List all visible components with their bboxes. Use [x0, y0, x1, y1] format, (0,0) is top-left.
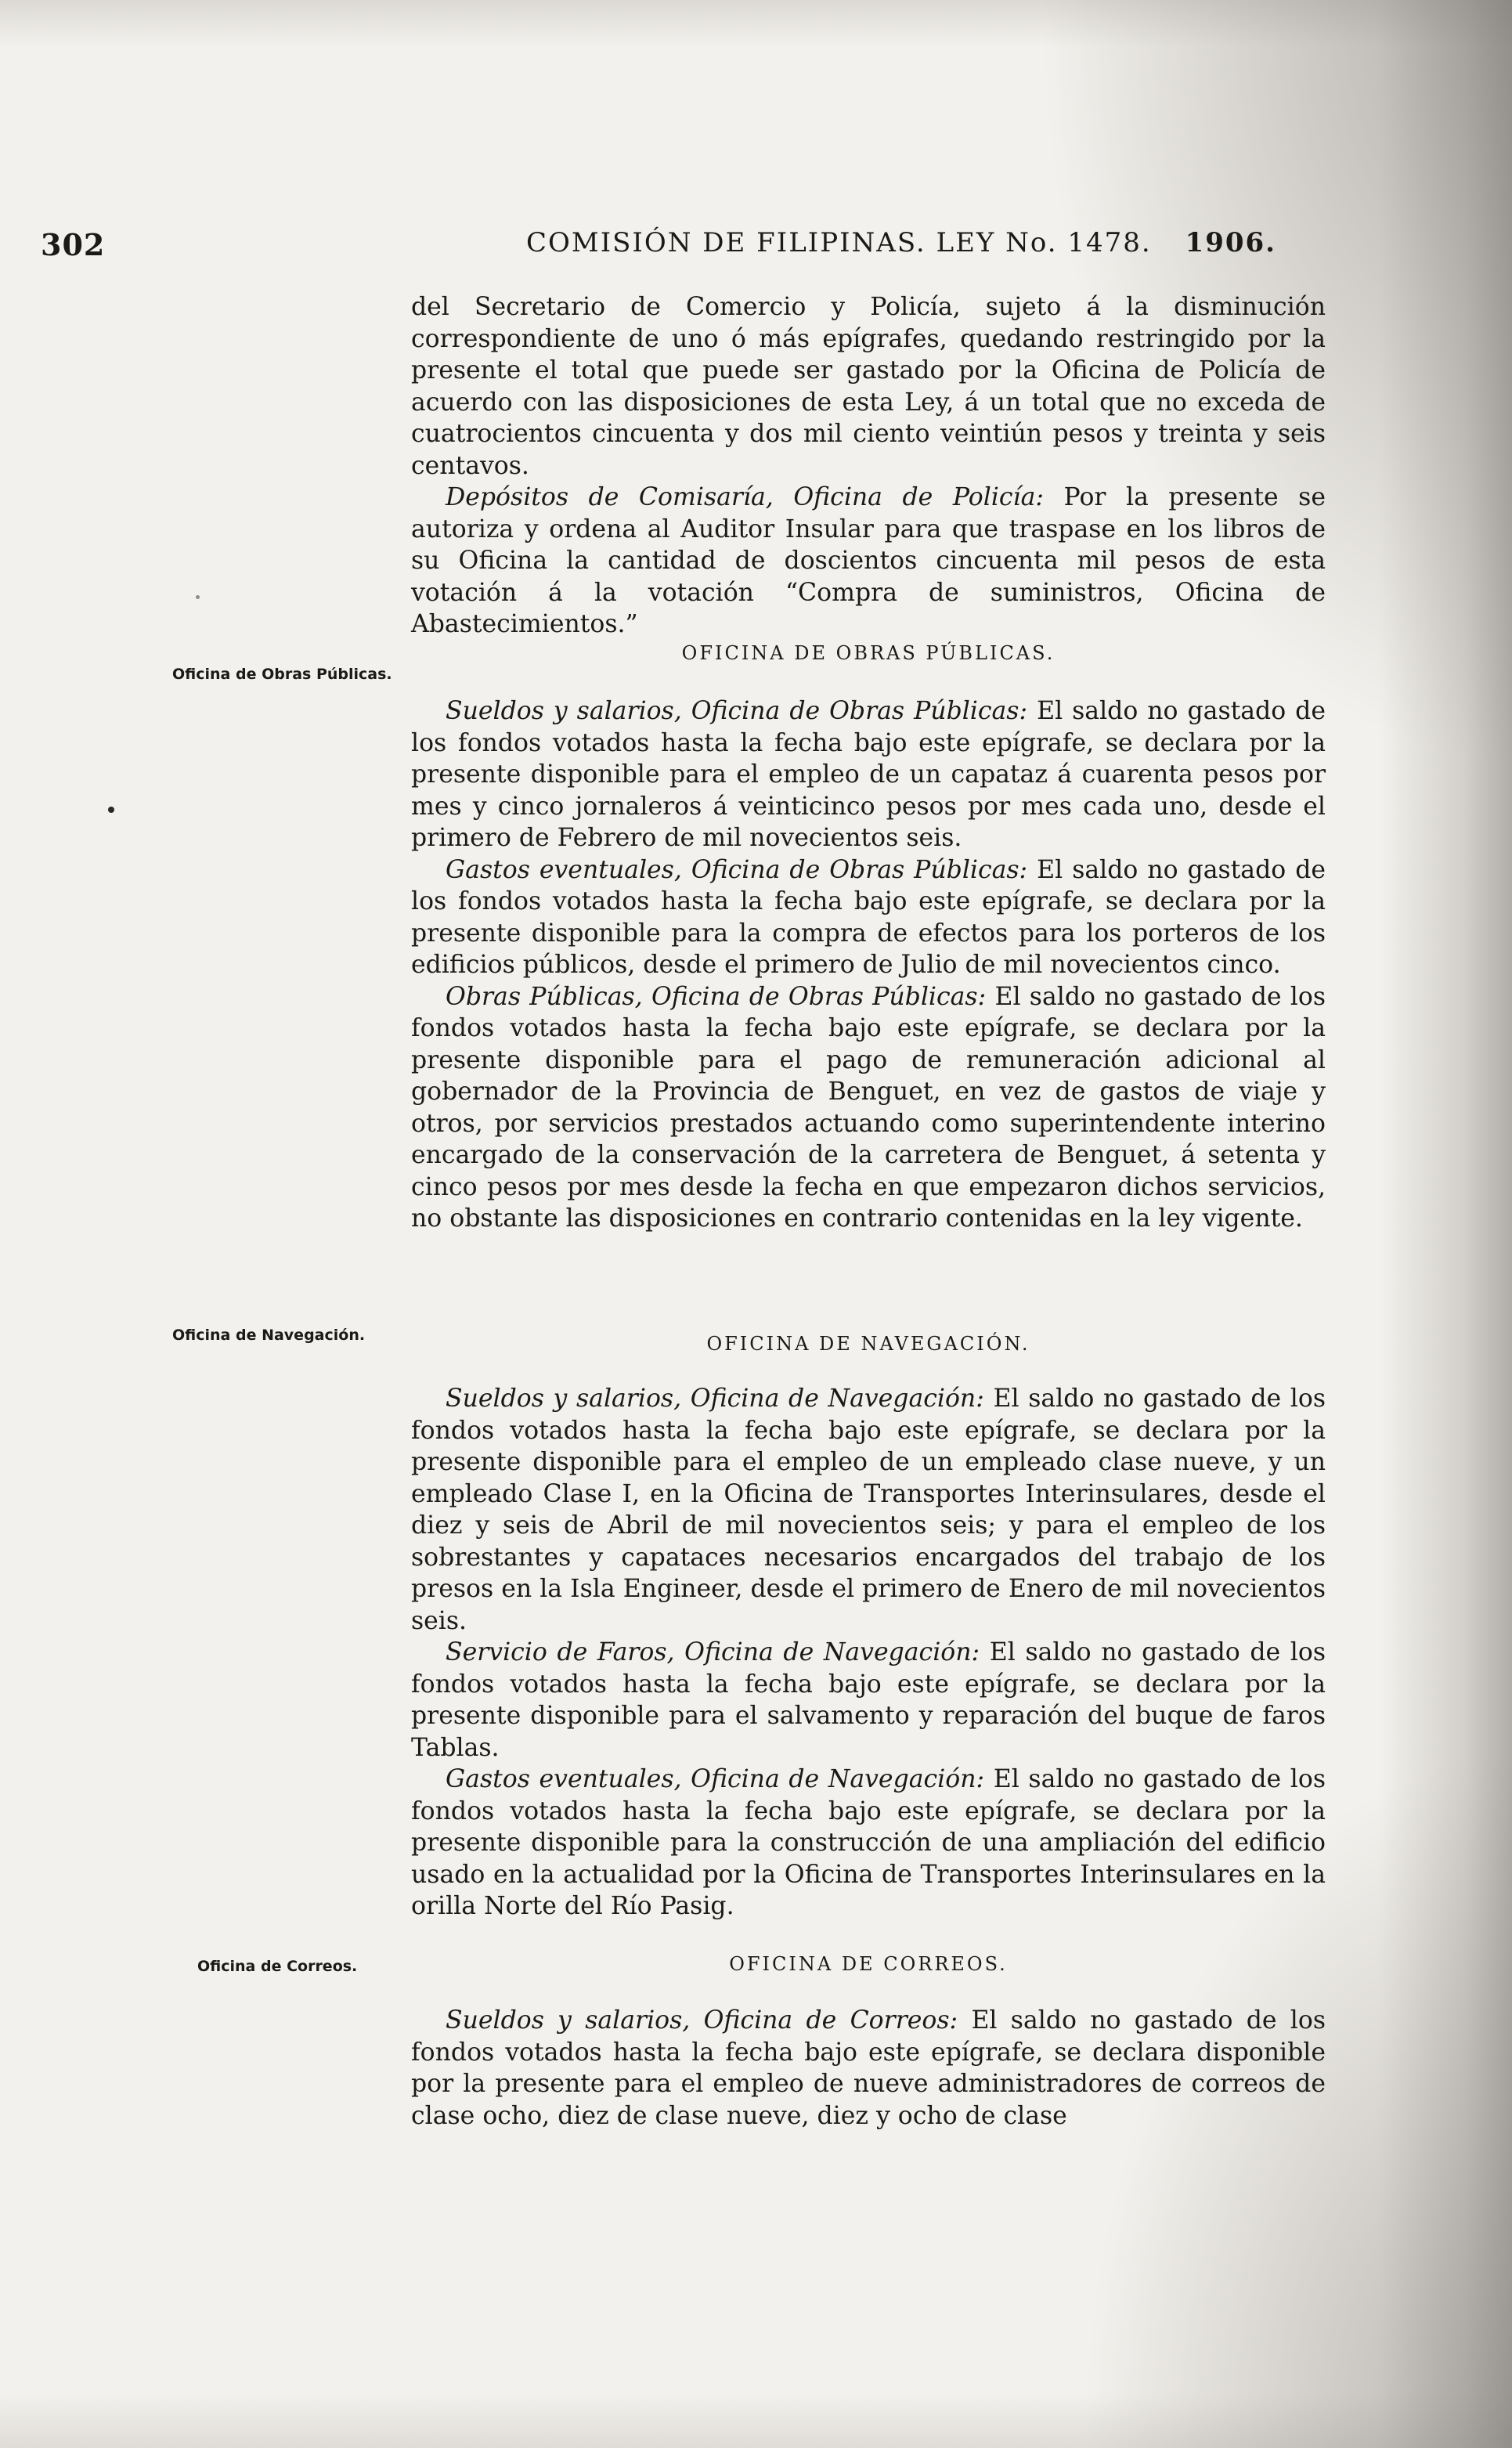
section-body-navegacion: [411, 1383, 1326, 1923]
margin-note-obras-publicas: Oficina de Obras Públicas.: [172, 666, 392, 683]
paragraph-text: del Secretario de Comercio y Policía, sujeto á la disminución correspondiente de uno ó más epígrafes, quedando restringido por la presente el total que puede ser gastado por la Oficina de Policía de acuerdo con las disposiciones de esta Ley, á un total que no exceda de cuatrocientos cincuenta y dos mil ciento veintiún pesos y treinta y seis centavos.: [411, 293, 1326, 480]
running-title: [526, 227, 1276, 258]
paragraph-lead: Sueldos y salarios, Oficina de Correos:: [446, 2006, 958, 2035]
paragraph-text: Por la presente se autoriza y ordena al Auditor Insular para que traspase en los libros de su Oficina la cantidad de doscientos cincuenta mil pesos de esta votación á la votación “Compra de suministros, Oficina de Abastecimientos.”: [411, 483, 1326, 638]
paragraph-lead: Sueldos y salarios, Oficina de Navegación:: [446, 1385, 984, 1413]
paragraph-text: El saldo no gastado de los fondos votados hasta la fecha bajo este epígrafe, se declara por la presente disponible para el empleo de un empleado clase nueve, y un empleado Clase I, en la Oficina de Transportes Interinsulares, desde el diez y seis de Abril de mil novecientos seis; y para el empleo de los sobrestantes y capataces necesarios encargados del trabajo de los presos en la Isla Engineer, desde el primero de Enero de mil novecientos seis.: [411, 1385, 1326, 1635]
paragraph-text: El saldo no gastado de los fondos votados hasta la fecha bajo este epígrafe, se declara disponible por la presente para el empleo de nueve administradores de correos de clase ocho, diez de clase nueve, diez y ocho de clase: [411, 2006, 1326, 2130]
margin-note-navegacion: Oficina de Navegación.: [172, 1327, 366, 1344]
section-paragraph: [411, 1764, 1326, 1923]
paragraph-text: El saldo no gastado de los fondos votados hasta la fecha bajo este epígrafe, se declara por la presente disponible para la construcción de una ampliación del edificio usado en la actualidad por la Oficina de Transportes Interinsulares en la orilla Norte del Río Pasig.: [411, 1765, 1326, 1920]
section-paragraph: [411, 1637, 1326, 1764]
section-heading-navegacion: OFICINA DE NAVEGACIÓN.: [706, 1333, 1030, 1355]
section-paragraph: [411, 2005, 1326, 2132]
section-paragraph: [411, 695, 1326, 854]
section-heading-correos: OFICINA DE CORREOS.: [729, 1953, 1008, 1975]
continuation-paragraph: [411, 482, 1326, 641]
paragraph-lead: Servicio de Faros, Oficina de Navegación:: [446, 1638, 980, 1666]
paragraph-lead: Gastos eventuales, Oficina de Navegación:: [446, 1765, 985, 1793]
paragraph-text: El saldo no gastado de los fondos votados hasta la fecha bajo este epígrafe, se declara por la presente disponible para el empleo de un capataz á cuarenta pesos por mes y cinco jornaleros á veinticinco pesos por mes cada uno, desde el primero de Febrero de mil novecientos seis.: [411, 697, 1326, 852]
paragraph-lead: Obras Públicas, Oficina de Obras Públicas:: [446, 982, 987, 1011]
section-body-correos: [411, 2005, 1326, 2132]
scan-speck: [108, 807, 114, 813]
paragraph-text: El saldo no gastado de los fondos votados hasta la fecha bajo este epígrafe, se declara por la presente disponible para la compra de efectos para los porteros de los edificios públicos, desde el primero de Julio de mil novecientos cinco.: [411, 855, 1326, 979]
running-title-text: COMISIÓN DE FILIPINAS. LEY No. 1478.: [526, 227, 1152, 258]
section-heading-obras-publicas: OFICINA DE OBRAS PÚBLICAS.: [681, 642, 1056, 664]
margin-note-correos: Oficina de Correos.: [197, 1958, 358, 1975]
section-paragraph: [411, 1383, 1326, 1637]
section-paragraph: [411, 854, 1326, 981]
continuation-paragraph: [411, 291, 1326, 482]
paragraph-lead: Depósitos de Comisaría, Oficina de Policía:: [446, 483, 1044, 511]
continuation-block: [411, 291, 1326, 641]
section-paragraph: [411, 981, 1326, 1235]
paragraph-lead: Sueldos y salarios, Oficina de Obras Públicas:: [446, 697, 1028, 725]
section-body-obras-publicas: [411, 695, 1326, 1235]
paragraph-lead: Gastos eventuales, Oficina de Obras Públicas:: [446, 855, 1028, 884]
paragraph-text: El saldo no gastado de los fondos votados hasta la fecha bajo este epígrafe, se declara por la presente disponible para el pago de remuneración adicional al gobernador de la Provincia de Benguet, en vez de gastos de viaje y otros, por servicios prestados actuando como superintendente interino encargado de la conservación de la carretera de Benguet, á setenta y cinco pesos por mes desde la fecha en que empezaron dichos servicios, no obstante las disposiciones en contrario contenidas en la ley vigente.: [411, 982, 1326, 1233]
paragraph-text: El saldo no gastado de los fondos votados hasta la fecha bajo este epígrafe, se declara por la presente disponible para el salvamento y reparación del buque de faros Tablas.: [411, 1638, 1326, 1762]
running-title-year: 1906.: [1185, 227, 1277, 258]
scan-speck: [196, 595, 200, 599]
page-number: 302: [41, 227, 106, 262]
